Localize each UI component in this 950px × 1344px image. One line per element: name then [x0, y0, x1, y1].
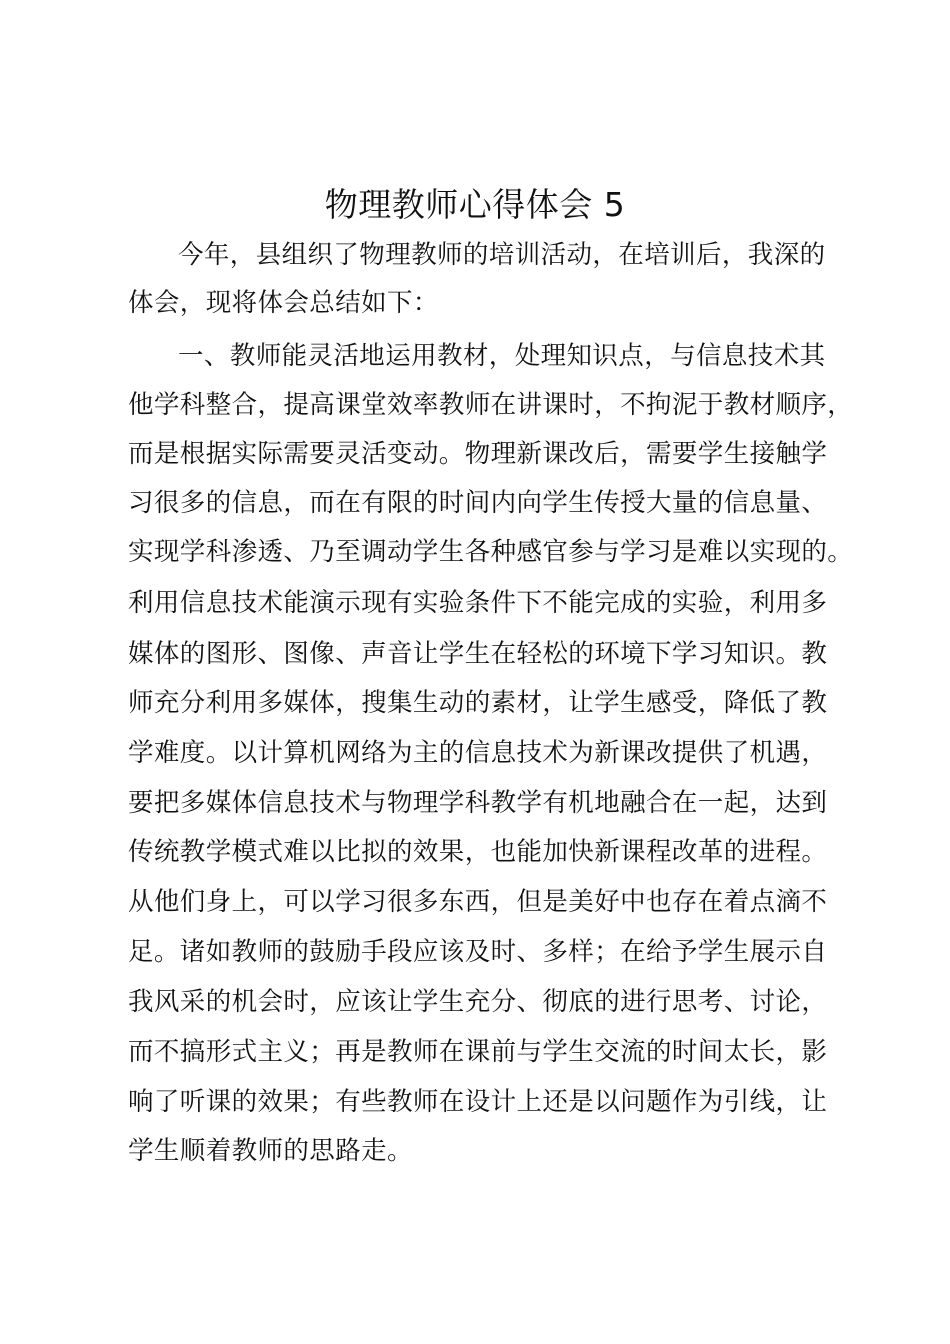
paragraph-line: 体会，现将体会总结如下： [128, 288, 439, 318]
paragraph-line: 习很多的信息，而在有限的时间内向学生传授大量的信息量、 [128, 488, 828, 518]
paragraph-line: 传统教学模式难以比拟的效果，也能加快新课程改革的进程。 [128, 837, 828, 867]
paragraph-line: 他学科整合，提高课堂效率教师在讲课时，不拘泥于教材顺序， [128, 390, 854, 420]
paragraph-line: 学生顺着教师的思路走。 [128, 1136, 413, 1166]
paragraph-line: 要把多媒体信息技术与物理学科教学有机地融合在一起，达到 [128, 788, 828, 818]
paragraph-line: 学难度。以计算机网络为主的信息技术为新课改提供了机遇， [128, 738, 828, 768]
paragraph-line: 而不搞形式主义；再是教师在课前与学生交流的时间太长，影 [128, 1037, 828, 1067]
paragraph-line: 而是根据实际需要灵活变动。物理新课改后，需要学生接触学 [128, 439, 828, 469]
paragraph-line: 师充分利用多媒体，搜集生动的素材，让学生感受，降低了教 [128, 688, 828, 718]
paragraph-line: 媒体的图形、图像、声音让学生在轻松的环境下学习知识。教 [128, 639, 828, 669]
paragraph-line: 从他们身上，可以学习很多东西，但是美好中也存在着点滴不 [128, 887, 828, 917]
paragraph-line: 利用信息技术能演示现有实验条件下不能完成的实验，利用多 [128, 588, 828, 618]
paragraph-line: 我风采的机会时，应该让学生充分、彻底的进行思考、讨论， [128, 987, 828, 1017]
paragraph-line: 足。诸如教师的鼓励手段应该及时、多样；在给予学生展示自 [128, 937, 828, 967]
document-title: 物理教师心得体会 5 [324, 185, 626, 224]
paragraph-line: 一、教师能灵活地运用教材，处理知识点，与信息技术其 [178, 341, 826, 371]
paragraph-line: 实现学科渗透、乃至调动学生各种感官参与学习是难以实现的。 [128, 537, 854, 567]
paragraph-line: 响了听课的效果；有些教师在设计上还是以问题作为引线，让 [128, 1087, 828, 1117]
paragraph-line: 今年，县组织了物理教师的培训活动，在培训后，我深的 [178, 240, 826, 270]
